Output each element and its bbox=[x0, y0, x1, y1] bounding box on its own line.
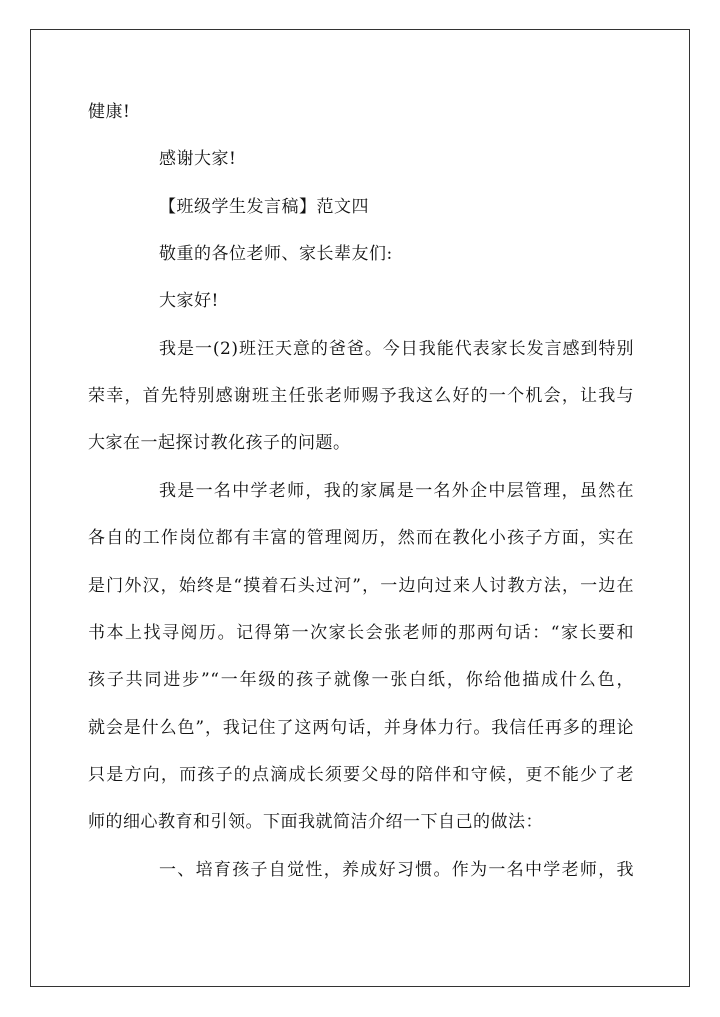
text-line: 感谢大家! bbox=[159, 149, 237, 169]
paragraph-line: 大家在一起探讨教化孩子的问题。 bbox=[88, 433, 351, 453]
paragraph-line: 一、培育孩子自觉性，养成好习惯。作为一名中学老师，我 bbox=[159, 860, 634, 880]
paragraph-line: 我是一名中学老师，我的家属是一名外企中层管理，虽然在 bbox=[159, 481, 634, 501]
paragraph-line: 师的细心教育和引领。下面我就简洁介绍一下自己的做法： bbox=[88, 812, 543, 832]
greeting: 大家好! bbox=[159, 291, 219, 311]
paragraph-line: 孩子共同进步”“一年级的孩子就像一张白纸，你给他描成什么色， bbox=[88, 670, 634, 690]
text-line: 健康! bbox=[88, 102, 131, 122]
paragraph-line: 书本上找寻阅历。记得第一次家长会张老师的那两句话：“家长要和 bbox=[88, 623, 634, 643]
paragraph-line: 是门外汉，始终是“摸着石头过河”，一边向过来人讨教方法，一边在 bbox=[88, 576, 634, 596]
paragraph-line: 只是方向，而孩子的点滴成长须要父母的陪伴和守候，更不能少了老 bbox=[88, 765, 634, 785]
page-frame bbox=[30, 29, 690, 987]
paragraph-line: 我是一(2)班汪天意的爸爸。今日我能代表家长发言感到特别 bbox=[159, 339, 634, 359]
paragraph-line: 就会是什么色”，我记住了这两句话，并身体力行。我信任再多的理论 bbox=[88, 718, 634, 738]
section-heading: 【班级学生发言稿】范文四 bbox=[159, 197, 369, 217]
paragraph-line: 荣幸，首先特别感谢班主任张老师赐予我这么好的一个机会，让我与 bbox=[88, 386, 634, 406]
paragraph-line: 各自的工作岗位都有丰富的管理阅历，然而在教化小孩子方面，实在 bbox=[88, 528, 634, 548]
salutation: 敬重的各位老师、家长辈友们: bbox=[159, 244, 393, 264]
